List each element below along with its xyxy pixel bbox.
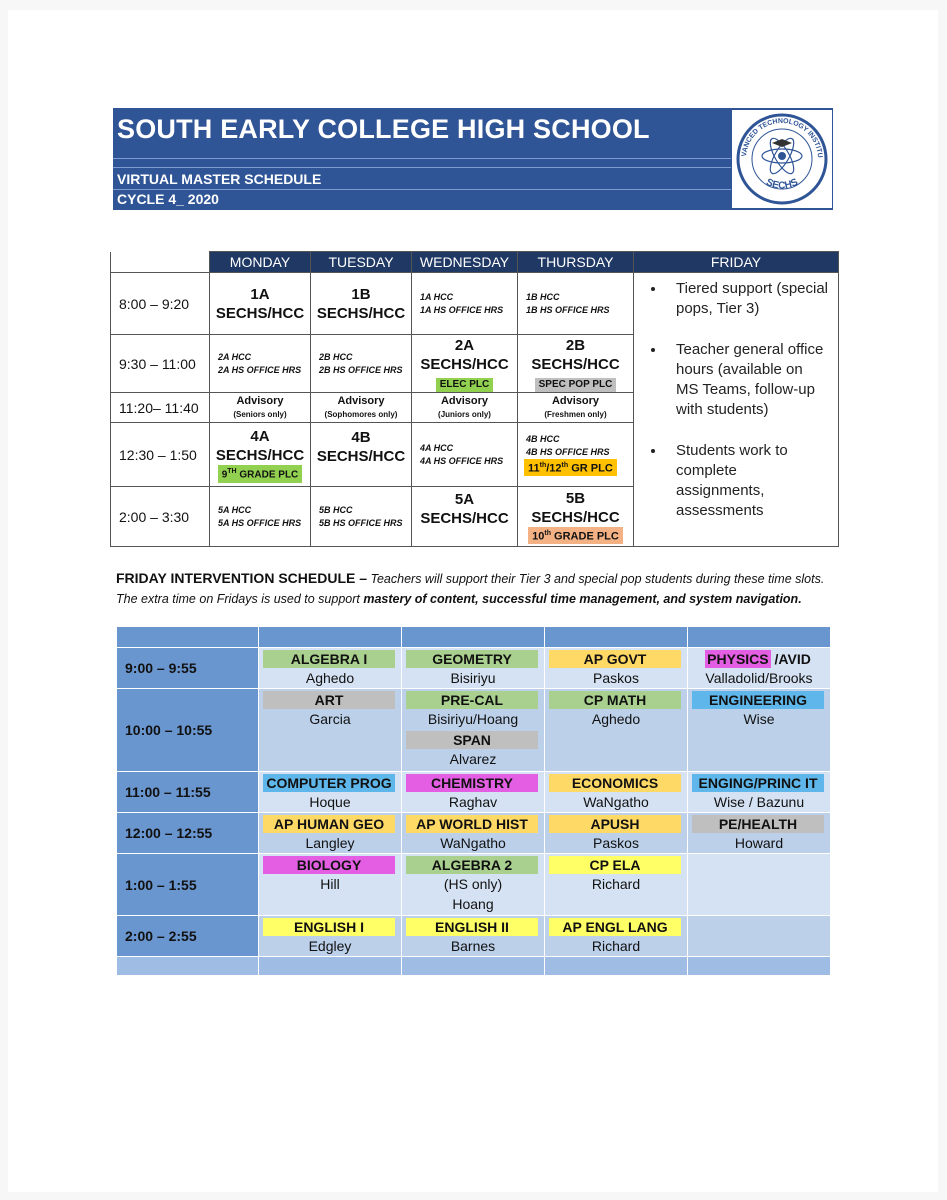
intervention-line2: The extra time on Fridays is used to support bbox=[116, 592, 364, 606]
banner-rule bbox=[113, 158, 731, 159]
banner-rule bbox=[113, 189, 731, 190]
course-cell: AP HUMAN GEO Langley bbox=[259, 813, 402, 854]
corner-cell bbox=[111, 252, 210, 273]
plc-tag: 10th GRADE PLC bbox=[528, 527, 623, 544]
day-header: WEDNESDAY bbox=[412, 252, 518, 273]
logo-top-text: VANCED TECHNOLOGY INSTITU bbox=[741, 117, 824, 159]
course-cell: PRE-CAL Bisiriyu/Hoang SPAN Alvarez bbox=[402, 689, 545, 772]
schedule-cell: 1B HCC 1B HS OFFICE HRS bbox=[518, 273, 634, 335]
schedule-cell: 4B SECHS/HCC bbox=[311, 423, 412, 487]
course-cell: ALGEBRA I Aghedo bbox=[259, 648, 402, 689]
intervention-intro bbox=[116, 568, 836, 609]
time-slot: 9:30 – 11:00 bbox=[111, 335, 210, 393]
plc-tag: 9TH GRADE PLC bbox=[218, 465, 303, 482]
schedule-cell: 4A HCC 4A HS OFFICE HRS bbox=[412, 423, 518, 487]
intervention-heading: FRIDAY INTERVENTION SCHEDULE – bbox=[116, 570, 368, 586]
course-cell: AP ENGL LANG Richard bbox=[545, 916, 688, 957]
friday-activities bbox=[634, 273, 839, 547]
schedule-cell: 1B SECHS/HCC bbox=[311, 273, 412, 335]
schedule-cell: 5B HCC 5B HS OFFICE HRS bbox=[311, 487, 412, 547]
schedule-cell: 1A SECHS/HCC bbox=[210, 273, 311, 335]
advisory-cell: Advisory (Freshmen only) bbox=[518, 393, 634, 423]
course-cell: APUSH Paskos bbox=[545, 813, 688, 854]
time-slot: 8:00 – 9:20 bbox=[111, 273, 210, 335]
friday-item: • Tiered support (special pops, Tier 3) bbox=[666, 279, 828, 319]
schedule-cell: 5A SECHS/HCC bbox=[412, 487, 518, 547]
schedule-cell: 4B HCC 4B HS OFFICE HRS 11th/12th GR PLC bbox=[518, 423, 634, 487]
time-slot: 12:30 – 1:50 bbox=[111, 423, 210, 487]
schedule-cell: 2A HCC 2A HS OFFICE HRS bbox=[210, 335, 311, 393]
schedule-cell: 5B SECHS/HCC 10th GRADE PLC bbox=[518, 487, 634, 547]
plc-tag: SPEC POP PLC bbox=[535, 378, 617, 392]
time-slot: 11:20– 11:40 bbox=[111, 393, 210, 423]
logo-bottom-text: SECHS bbox=[764, 176, 800, 192]
course-cell: ENGING/PRINC IT Wise / Bazunu bbox=[688, 772, 831, 813]
intervention-time: 10:00 – 10:55 bbox=[117, 689, 259, 772]
day-header: TUESDAY bbox=[311, 252, 412, 273]
course-cell: ENGINEERING Wise bbox=[688, 689, 831, 772]
school-title: SOUTH EARLY COLLEGE HIGH SCHOOL bbox=[117, 114, 650, 144]
atom-logo-icon bbox=[732, 110, 832, 208]
course-cell: BIOLOGY Hill bbox=[259, 854, 402, 916]
schedule-subtitle: VIRTUAL MASTER SCHEDULE bbox=[117, 171, 322, 187]
intervention-line2-bold: mastery of content, successful time management, and system navigation. bbox=[363, 592, 802, 606]
day-header: FRIDAY bbox=[634, 252, 839, 273]
course-cell: ALGEBRA 2 (HS only) Hoang bbox=[402, 854, 545, 916]
course-cell bbox=[688, 854, 831, 916]
school-logo bbox=[732, 110, 832, 208]
course-cell: CP MATH Aghedo bbox=[545, 689, 688, 772]
course-cell: ENGLISH II Barnes bbox=[402, 916, 545, 957]
friday-item: • Teacher general office hours (available on MS Teams, follow-up with students) bbox=[666, 340, 828, 420]
intervention-time: 9:00 – 9:55 bbox=[117, 648, 259, 689]
schedule-cell: 4A SECHS/HCC 9TH GRADE PLC bbox=[210, 423, 311, 487]
day-header: MONDAY bbox=[210, 252, 311, 273]
cycle-subtitle: CYCLE 4_ 2020 bbox=[117, 191, 219, 207]
course-cell: AP GOVT Paskos bbox=[545, 648, 688, 689]
course-cell: COMPUTER PROG Hoque bbox=[259, 772, 402, 813]
course-cell: PE/HEALTH Howard bbox=[688, 813, 831, 854]
header-banner bbox=[113, 108, 833, 210]
schedule-cell: 2B SECHS/HCC SPEC POP PLC bbox=[518, 335, 634, 393]
advisory-cell: Advisory (Juniors only) bbox=[412, 393, 518, 423]
intervention-time: 1:00 – 1:55 bbox=[117, 854, 259, 916]
course-cell: ECONOMICS WaNgatho bbox=[545, 772, 688, 813]
schedule-cell: 2B HCC 2B HS OFFICE HRS bbox=[311, 335, 412, 393]
schedule-cell: 1A HCC 1A HS OFFICE HRS bbox=[412, 273, 518, 335]
intervention-note: Teachers will support their Tier 3 and special pop students during these time slots. bbox=[367, 572, 825, 586]
schedule-cell: 2A SECHS/HCC ELEC PLC bbox=[412, 335, 518, 393]
plc-tag: ELEC PLC bbox=[436, 378, 493, 392]
course-cell: CP ELA Richard bbox=[545, 854, 688, 916]
master-schedule-table bbox=[110, 251, 839, 547]
intervention-time: 12:00 – 12:55 bbox=[117, 813, 259, 854]
course-cell: ENGLISH I Edgley bbox=[259, 916, 402, 957]
intervention-time: 2:00 – 2:55 bbox=[117, 916, 259, 957]
intervention-time: 11:00 – 11:55 bbox=[117, 772, 259, 813]
advisory-cell: Advisory (Seniors only) bbox=[210, 393, 311, 423]
course-cell: ART Garcia bbox=[259, 689, 402, 772]
course-cell: AP WORLD HIST WaNgatho bbox=[402, 813, 545, 854]
course-cell: GEOMETRY Bisiriyu bbox=[402, 648, 545, 689]
advisory-cell: Advisory (Sophomores only) bbox=[311, 393, 412, 423]
friday-item: • Students work to complete assignments, assessments bbox=[666, 441, 828, 521]
plc-tag: 11th/12th GR PLC bbox=[524, 459, 617, 476]
banner-rule bbox=[113, 167, 731, 168]
schedule-cell: 5A HCC 5A HS OFFICE HRS bbox=[210, 487, 311, 547]
course-cell bbox=[688, 916, 831, 957]
course-cell: PHYSICS /AVID Valladolid/Brooks bbox=[688, 648, 831, 689]
day-header: THURSDAY bbox=[518, 252, 634, 273]
course-cell: CHEMISTRY Raghav bbox=[402, 772, 545, 813]
time-slot: 2:00 – 3:30 bbox=[111, 487, 210, 547]
intervention-table bbox=[116, 626, 831, 976]
